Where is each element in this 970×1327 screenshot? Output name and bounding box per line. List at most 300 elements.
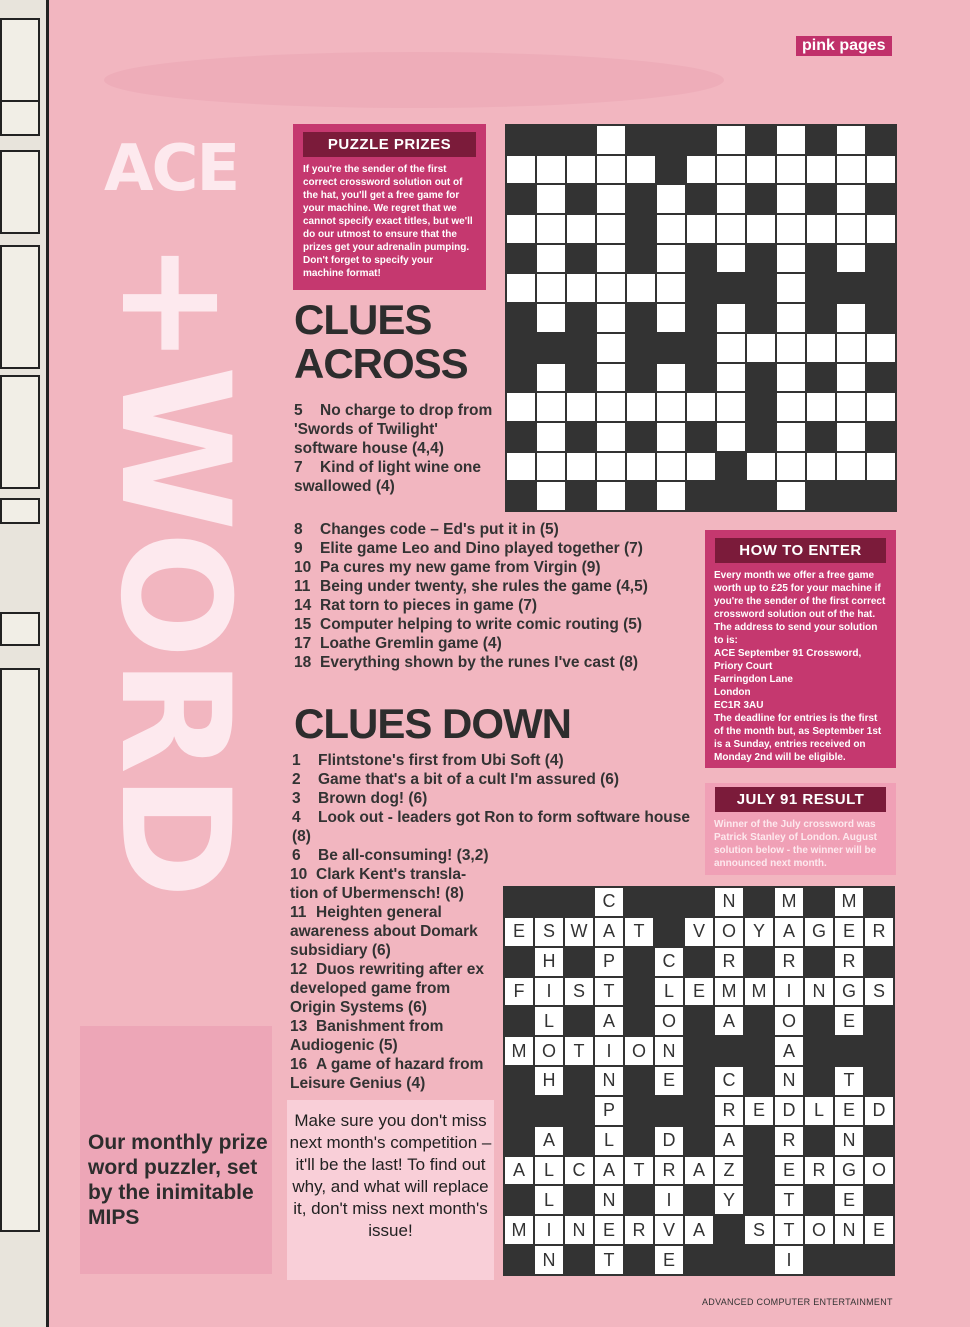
black-square <box>805 888 833 916</box>
empty-cell[interactable] <box>657 453 685 481</box>
solution-cell: L <box>805 1097 833 1125</box>
black-square <box>567 482 595 510</box>
clue-down-16: 16 A game of hazard from Leisure Genius (4) <box>290 1056 484 1092</box>
empty-cell[interactable] <box>597 126 625 154</box>
section-badge: pink pages <box>796 36 892 56</box>
empty-cell[interactable] <box>777 482 805 510</box>
black-square <box>655 918 683 946</box>
black-square <box>747 304 775 332</box>
empty-cell[interactable] <box>717 126 745 154</box>
solution-cell: N <box>775 1067 803 1095</box>
black-square <box>747 393 775 421</box>
clue-down-10: 10 Clark Kent's transla-tion of Ubermensch! (8) <box>290 866 467 902</box>
black-square <box>807 126 835 154</box>
clue-across-11: 11 Being under twenty, she rules the game (4,5) <box>294 578 648 595</box>
clue-down-1: 1 Flintstone's first from Ubi Soft (4) <box>292 752 564 769</box>
solution-cell: O <box>775 1007 803 1035</box>
black-square <box>807 423 835 451</box>
empty-cell[interactable] <box>687 156 715 184</box>
empty-cell[interactable] <box>747 156 775 184</box>
empty-cell[interactable] <box>837 126 865 154</box>
solution-cell: M <box>505 1037 533 1065</box>
clue-across-8: 8 Changes code – Ed's put it in (5) <box>294 521 559 538</box>
black-square <box>747 126 775 154</box>
empty-cell[interactable] <box>777 453 805 481</box>
solution-cell: O <box>625 1037 653 1065</box>
solution-cell: L <box>535 1157 563 1185</box>
empty-cell[interactable] <box>717 185 745 213</box>
black-square <box>807 185 835 213</box>
clue-across-5: 5 No charge to drop from 'Swords of Twilight' software house (4,4) <box>294 402 493 457</box>
empty-cell[interactable] <box>507 156 535 184</box>
solution-cell: O <box>865 1157 893 1185</box>
solution-cell: N <box>535 1246 563 1274</box>
solution-cell: L <box>535 1007 563 1035</box>
empty-cell[interactable] <box>717 156 745 184</box>
black-square <box>565 1097 593 1125</box>
black-square <box>807 274 835 302</box>
solution-cell: T <box>625 918 653 946</box>
black-square <box>627 423 655 451</box>
empty-cell[interactable] <box>537 304 565 332</box>
empty-cell[interactable] <box>777 156 805 184</box>
july-result-title: JULY 91 RESULT <box>715 787 886 812</box>
empty-cell[interactable] <box>777 185 805 213</box>
empty-cell[interactable] <box>807 215 835 243</box>
solution-cell: R <box>775 1127 803 1155</box>
solution-cell: E <box>685 978 713 1006</box>
solution-cell: I <box>535 978 563 1006</box>
black-square <box>507 423 535 451</box>
empty-cell[interactable] <box>807 453 835 481</box>
black-square <box>745 888 773 916</box>
solution-cell: T <box>565 1037 593 1065</box>
empty-cell[interactable] <box>867 453 895 481</box>
solution-cell: C <box>595 888 623 916</box>
crossword-grid <box>505 124 897 512</box>
black-square <box>805 1037 833 1065</box>
solution-cell: G <box>805 918 833 946</box>
black-square <box>627 364 655 392</box>
across-clues-bottom <box>294 520 704 672</box>
solution-cell: E <box>835 918 863 946</box>
black-square <box>745 1037 773 1065</box>
empty-cell[interactable] <box>597 304 625 332</box>
black-square <box>867 126 895 154</box>
empty-cell[interactable] <box>537 274 565 302</box>
clue-across-10: 10 Pa cures my new game from Virgin (9) <box>294 559 601 576</box>
solution-cell: S <box>865 978 893 1006</box>
empty-cell[interactable] <box>597 334 625 362</box>
empty-cell[interactable] <box>837 393 865 421</box>
empty-cell[interactable] <box>627 274 655 302</box>
empty-cell[interactable] <box>567 453 595 481</box>
empty-cell[interactable] <box>777 215 805 243</box>
empty-cell[interactable] <box>777 245 805 273</box>
empty-cell[interactable] <box>507 215 535 243</box>
solution-cell: V <box>685 918 713 946</box>
black-square <box>627 304 655 332</box>
empty-cell[interactable] <box>507 453 535 481</box>
black-square <box>507 245 535 273</box>
empty-cell[interactable] <box>717 364 745 392</box>
black-square <box>567 245 595 273</box>
tagline-panel <box>80 1026 272 1274</box>
puzzle-prizes-text: If you're the sender of the first correct crossword solution out of the hat, you'll get a free game for your machine. We regret that we cannot specify exact titles, but we'll do our utmost to ensure that the prizes get your adrenalin pumping. Don't forget to specify your machine format! <box>303 164 473 279</box>
empty-cell[interactable] <box>537 245 565 273</box>
black-square <box>745 1127 773 1155</box>
empty-cell[interactable] <box>777 334 805 362</box>
black-square <box>625 1097 653 1125</box>
empty-cell[interactable] <box>657 364 685 392</box>
empty-cell[interactable] <box>807 334 835 362</box>
empty-cell[interactable] <box>657 423 685 451</box>
empty-cell[interactable] <box>657 304 685 332</box>
empty-cell[interactable] <box>597 215 625 243</box>
empty-cell[interactable] <box>747 215 775 243</box>
empty-cell[interactable] <box>627 393 655 421</box>
black-square <box>687 274 715 302</box>
empty-cell[interactable] <box>657 185 685 213</box>
empty-cell[interactable] <box>687 215 715 243</box>
black-square <box>685 1007 713 1035</box>
black-square <box>717 453 745 481</box>
empty-cell[interactable] <box>837 334 865 362</box>
black-square <box>865 1127 893 1155</box>
empty-cell[interactable] <box>657 215 685 243</box>
black-square <box>867 245 895 273</box>
solution-cell: Y <box>715 1186 743 1214</box>
empty-cell[interactable] <box>597 185 625 213</box>
black-square <box>805 1067 833 1095</box>
empty-cell[interactable] <box>717 334 745 362</box>
solution-cell: T <box>835 1067 863 1095</box>
black-square <box>625 888 653 916</box>
solution-cell: R <box>655 1157 683 1185</box>
down-clues-bottom <box>290 865 490 1093</box>
empty-cell[interactable] <box>837 215 865 243</box>
solution-cell: E <box>835 1186 863 1214</box>
solution-cell: A <box>715 1127 743 1155</box>
solution-cell: A <box>595 1007 623 1035</box>
empty-cell[interactable] <box>597 393 625 421</box>
black-square <box>565 1246 593 1274</box>
black-square <box>505 1067 533 1095</box>
black-square <box>625 1127 653 1155</box>
empty-cell[interactable] <box>837 245 865 273</box>
empty-cell[interactable] <box>717 245 745 273</box>
puzzle-prizes-title: PUZZLE PRIZES <box>303 132 476 157</box>
black-square <box>685 1246 713 1274</box>
black-square <box>867 185 895 213</box>
empty-cell[interactable] <box>507 274 535 302</box>
black-square <box>505 1246 533 1274</box>
solution-cell: C <box>655 948 683 976</box>
empty-cell[interactable] <box>537 215 565 243</box>
empty-cell[interactable] <box>537 423 565 451</box>
empty-cell[interactable] <box>537 185 565 213</box>
solution-cell: I <box>775 978 803 1006</box>
solution-cell: N <box>595 1186 623 1214</box>
solution-cell: R <box>865 918 893 946</box>
empty-cell[interactable] <box>687 453 715 481</box>
solution-cell: P <box>595 948 623 976</box>
black-square <box>505 948 533 976</box>
solution-cell: T <box>625 1157 653 1185</box>
black-square <box>627 245 655 273</box>
solution-cell: T <box>595 978 623 1006</box>
black-square <box>687 334 715 362</box>
empty-cell[interactable] <box>867 156 895 184</box>
black-square <box>625 1067 653 1095</box>
solution-cell: I <box>775 1246 803 1274</box>
black-square <box>865 1186 893 1214</box>
clue-down-6: 6 Be all-consuming! (3,2) <box>292 847 489 864</box>
puzzle-prizes-box <box>293 124 486 290</box>
solution-cell: N <box>805 978 833 1006</box>
empty-cell[interactable] <box>747 453 775 481</box>
empty-cell[interactable] <box>837 304 865 332</box>
black-square <box>627 185 655 213</box>
clue-down-4: 4 Look out - leaders got Ron to form software house (8) <box>292 809 691 845</box>
black-square <box>625 948 653 976</box>
empty-cell[interactable] <box>717 215 745 243</box>
solution-cell: L <box>595 1127 623 1155</box>
empty-cell[interactable] <box>807 156 835 184</box>
solution-cell: N <box>595 1067 623 1095</box>
july-result-text: Winner of the July crossword was Patrick Stanley of London. August solution below - the winner will be announced next month. <box>714 819 877 869</box>
empty-cell[interactable] <box>657 393 685 421</box>
clue-down-13: 13 Banishment from Audiogenic (5) <box>290 1018 444 1054</box>
black-square <box>535 1097 563 1125</box>
empty-cell[interactable] <box>597 274 625 302</box>
empty-cell[interactable] <box>717 423 745 451</box>
solution-cell: R <box>775 948 803 976</box>
empty-cell[interactable] <box>837 185 865 213</box>
solution-cell: N <box>715 888 743 916</box>
empty-cell[interactable] <box>597 423 625 451</box>
solution-cell: G <box>835 978 863 1006</box>
black-square <box>807 304 835 332</box>
tagline-text: Our monthly prize word puzzler, set by the inimitable MIPS <box>88 1131 268 1229</box>
solution-cell: M <box>505 1216 533 1244</box>
black-square <box>657 126 685 154</box>
black-square <box>685 1067 713 1095</box>
empty-cell[interactable] <box>627 156 655 184</box>
empty-cell[interactable] <box>837 156 865 184</box>
empty-cell[interactable] <box>657 245 685 273</box>
black-square <box>867 304 895 332</box>
empty-cell[interactable] <box>597 156 625 184</box>
solution-cell: A <box>505 1157 533 1185</box>
empty-cell[interactable] <box>777 304 805 332</box>
empty-cell[interactable] <box>687 393 715 421</box>
black-square <box>715 1037 743 1065</box>
empty-cell[interactable] <box>567 393 595 421</box>
empty-cell[interactable] <box>717 393 745 421</box>
solution-cell: S <box>535 918 563 946</box>
solution-cell: L <box>655 978 683 1006</box>
how-to-enter-box: HOW TO ENTER Every month we offer a free game worth up to £25 for your machine if you're the sender of the first correct crossword solution out of the hat. The address to send your solution to is: ACE September 91 Crossword, Priory Court Farringdon Lane London EC1R 3AU The deadline for entries is the first of the month but, as September 1st is a Sunday, entries received on Monday 2nd will be eligible. <box>705 530 896 768</box>
black-square <box>505 1007 533 1035</box>
empty-cell[interactable] <box>717 304 745 332</box>
black-square <box>565 1186 593 1214</box>
empty-cell[interactable] <box>777 393 805 421</box>
vertical-title: +WORD <box>87 240 261 899</box>
black-square <box>867 364 895 392</box>
empty-cell[interactable] <box>777 364 805 392</box>
black-square <box>507 304 535 332</box>
black-square <box>865 1246 893 1274</box>
solution-cell: A <box>685 1216 713 1244</box>
empty-cell[interactable] <box>657 482 685 510</box>
solution-cell: A <box>595 1157 623 1185</box>
black-square <box>687 482 715 510</box>
empty-cell[interactable] <box>507 393 535 421</box>
solution-cell: D <box>865 1097 893 1125</box>
black-square <box>835 1246 863 1274</box>
empty-cell[interactable] <box>837 453 865 481</box>
black-square <box>567 334 595 362</box>
solution-cell: C <box>715 1067 743 1095</box>
empty-cell[interactable] <box>777 274 805 302</box>
black-square <box>567 423 595 451</box>
black-square <box>807 482 835 510</box>
black-square <box>687 245 715 273</box>
black-square <box>745 1007 773 1035</box>
empty-cell[interactable] <box>867 334 895 362</box>
black-square <box>567 185 595 213</box>
solution-cell: E <box>595 1216 623 1244</box>
empty-cell[interactable] <box>597 453 625 481</box>
solution-cell: E <box>655 1067 683 1095</box>
clue-down-2: 2 Game that's a bit of a cult I'm assured (6) <box>292 771 620 788</box>
black-square <box>747 364 775 392</box>
empty-cell[interactable] <box>567 215 595 243</box>
black-square <box>715 1246 743 1274</box>
black-square <box>565 948 593 976</box>
solution-cell: R <box>805 1157 833 1185</box>
solution-cell: M <box>745 978 773 1006</box>
empty-cell[interactable] <box>537 393 565 421</box>
empty-cell[interactable] <box>537 482 565 510</box>
black-square <box>625 1007 653 1035</box>
solution-cell: A <box>685 1157 713 1185</box>
empty-cell[interactable] <box>867 215 895 243</box>
black-square <box>627 334 655 362</box>
black-square <box>687 364 715 392</box>
clue-across-18: 18 Everything shown by the runes I've cast (8) <box>294 654 639 671</box>
black-square <box>507 334 535 362</box>
black-square <box>805 1186 833 1214</box>
solution-cell: R <box>715 948 743 976</box>
empty-cell[interactable] <box>597 245 625 273</box>
empty-cell[interactable] <box>837 364 865 392</box>
black-square <box>625 978 653 1006</box>
solution-cell: I <box>595 1037 623 1065</box>
empty-cell[interactable] <box>567 274 595 302</box>
black-square <box>537 126 565 154</box>
solution-cell: O <box>535 1037 563 1065</box>
solution-cell: N <box>565 1216 593 1244</box>
clue-across-9: 9 Elite game Leo and Dino played together (7) <box>294 540 643 557</box>
black-square <box>687 423 715 451</box>
empty-cell[interactable] <box>537 156 565 184</box>
solution-cell: S <box>565 978 593 1006</box>
empty-cell[interactable] <box>597 364 625 392</box>
solution-cell: D <box>655 1127 683 1155</box>
solution-cell: T <box>595 1246 623 1274</box>
solution-cell: A <box>775 1037 803 1065</box>
clue-across-17: 17 Loathe Gremlin game (4) <box>294 635 502 652</box>
empty-cell[interactable] <box>537 364 565 392</box>
black-square <box>567 364 595 392</box>
black-square <box>627 215 655 243</box>
black-square <box>505 1097 533 1125</box>
black-square <box>867 274 895 302</box>
empty-cell[interactable] <box>567 156 595 184</box>
across-clues-top <box>294 401 494 496</box>
empty-cell[interactable] <box>627 453 655 481</box>
solution-cell: H <box>535 948 563 976</box>
empty-cell[interactable] <box>657 274 685 302</box>
solution-cell: G <box>835 1157 863 1185</box>
solution-cell: E <box>655 1246 683 1274</box>
black-square <box>565 1127 593 1155</box>
black-square <box>507 364 535 392</box>
empty-cell[interactable] <box>777 423 805 451</box>
black-square <box>567 304 595 332</box>
black-square <box>655 1097 683 1125</box>
empty-cell[interactable] <box>747 334 775 362</box>
solution-cell: C <box>565 1157 593 1185</box>
black-square <box>837 274 865 302</box>
black-square <box>685 888 713 916</box>
solution-cell: S <box>745 1216 773 1244</box>
black-square <box>745 1186 773 1214</box>
faded-banner <box>104 52 724 108</box>
solution-cell: E <box>505 918 533 946</box>
black-square <box>565 888 593 916</box>
black-square <box>715 1216 743 1244</box>
empty-cell[interactable] <box>807 393 835 421</box>
solution-cell: R <box>715 1097 743 1125</box>
solution-cell: Y <box>745 918 773 946</box>
solution-cell: E <box>865 1216 893 1244</box>
solution-cell: V <box>655 1216 683 1244</box>
black-square <box>837 482 865 510</box>
empty-cell[interactable] <box>867 393 895 421</box>
empty-cell[interactable] <box>597 482 625 510</box>
empty-cell[interactable] <box>777 126 805 154</box>
black-square <box>655 888 683 916</box>
empty-cell[interactable] <box>837 423 865 451</box>
black-square <box>747 274 775 302</box>
black-square <box>505 1186 533 1214</box>
black-square <box>835 1037 863 1065</box>
empty-cell[interactable] <box>537 453 565 481</box>
solution-cell: A <box>775 918 803 946</box>
solution-cell: E <box>835 1007 863 1035</box>
solution-cell: E <box>745 1097 773 1125</box>
solution-grid <box>503 886 895 1276</box>
solution-cell: T <box>775 1216 803 1244</box>
footer: ADVANCED COMPUTER ENTERTAINMENT <box>702 1297 893 1307</box>
solution-cell: M <box>835 888 863 916</box>
black-square <box>627 126 655 154</box>
solution-cell: A <box>715 1007 743 1035</box>
black-square <box>867 423 895 451</box>
